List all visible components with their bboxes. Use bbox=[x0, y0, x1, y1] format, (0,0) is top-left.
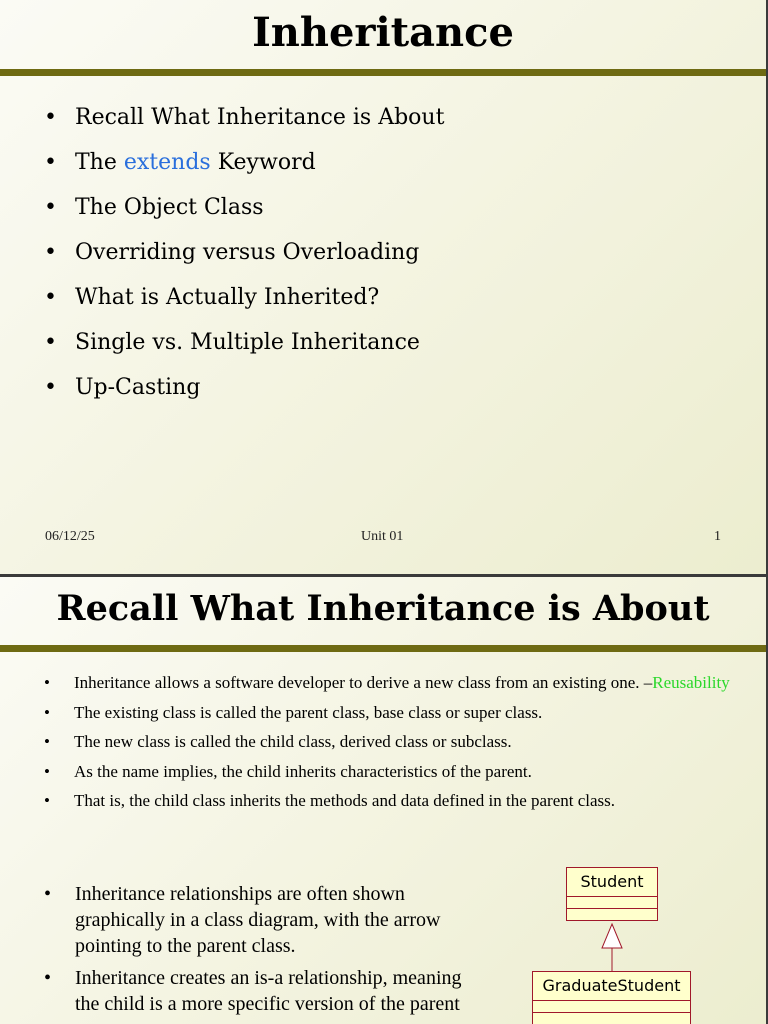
footer-unit: Unit 01 bbox=[361, 529, 404, 544]
bullet-dot: • bbox=[44, 330, 57, 355]
bullet-dot: • bbox=[44, 105, 57, 130]
bullet-item: • Single vs. Multiple Inheritance bbox=[44, 328, 444, 373]
bullet-item: • That is, the child class inherits the methods and data defined in the parent class. bbox=[44, 788, 744, 813]
bullet-item: • Overriding versus Overloading bbox=[44, 238, 444, 283]
uml-class-graduatestudent bbox=[532, 971, 691, 1024]
bullet-dot: • bbox=[44, 702, 50, 722]
slide-2 bbox=[0, 577, 766, 1024]
bullet-item: • The extends Keyword bbox=[44, 148, 444, 193]
uml-attributes-section bbox=[533, 1001, 690, 1013]
bullet-dot: • bbox=[44, 673, 50, 692]
arrowhead-icon bbox=[602, 924, 622, 948]
bullet-item: • What is Actually Inherited? bbox=[44, 283, 444, 328]
bullet-item: • The Object Class bbox=[44, 193, 444, 238]
keyword-extends: extends bbox=[123, 150, 211, 175]
slide-title: Inheritance bbox=[252, 9, 514, 56]
bullet-list bbox=[44, 103, 444, 418]
bullet-dot: • bbox=[44, 195, 57, 220]
uml-class-student bbox=[566, 867, 658, 921]
title-rule bbox=[0, 69, 766, 76]
bullet-item: • Inheritance allows a software developer to derive a new class from an existing one. –Reusability bbox=[44, 670, 744, 695]
uml-class-name: GraduateStudent bbox=[533, 972, 690, 1001]
bullet-item: • Recall What Inheritance is About bbox=[44, 103, 444, 148]
bullet-item: • Up-Casting bbox=[44, 373, 444, 418]
keyword-reusability: Reusability bbox=[652, 673, 730, 692]
bullet-item: • The existing class is called the parent class, base class or super class. bbox=[44, 700, 744, 725]
bullet-dot: • bbox=[44, 761, 50, 781]
footer-page-number: 1 bbox=[714, 529, 721, 544]
bullet-list-lower bbox=[44, 881, 474, 1023]
bullet-dot: • bbox=[44, 791, 50, 810]
inheritance-arrow bbox=[596, 922, 628, 974]
uml-attributes-section bbox=[567, 897, 657, 909]
title-rule bbox=[0, 645, 766, 652]
bullet-dot: • bbox=[44, 285, 57, 310]
bullet-dot: • bbox=[44, 967, 52, 989]
bullet-item: • Inheritance creates an is-a relationship, meaning the child is a more specific version of the parent bbox=[44, 967, 462, 1015]
slide-title: Recall What Inheritance is About bbox=[56, 588, 710, 629]
bullet-dot: • bbox=[44, 883, 52, 905]
bullet-dot: • bbox=[44, 732, 50, 751]
bullet-item: • The new class is called the child class, derived class or subclass. bbox=[44, 729, 744, 754]
bullet-item: • As the name implies, the child inherits characteristics of the parent. bbox=[44, 759, 744, 784]
bullet-dot: • bbox=[44, 240, 57, 265]
bullet-item: • Inheritance relationships are often shown graphically in a class diagram, with the arrow pointing to the parent class. bbox=[44, 883, 441, 957]
footer-date: 06/12/25 bbox=[45, 529, 95, 544]
bullet-list bbox=[44, 670, 744, 818]
bullet-dot: • bbox=[44, 150, 57, 175]
uml-methods-section bbox=[567, 909, 657, 920]
uml-class-name: Student bbox=[567, 868, 657, 897]
bullet-dot: • bbox=[44, 375, 57, 400]
